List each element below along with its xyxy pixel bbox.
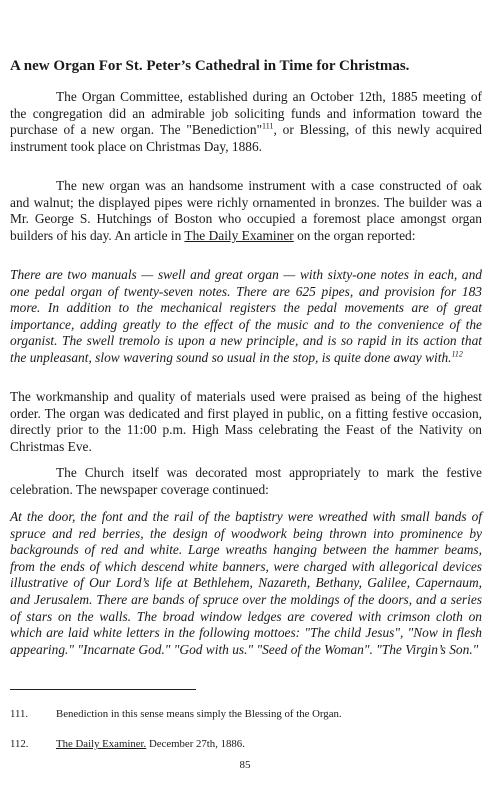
footnote-111 [10,707,480,721]
paragraph-workmanship [10,389,482,455]
block-quote-organ-description [10,267,482,367]
paragraph-text: , or Blessing, of this newly acquired instrument took place on Christmas Day, 1886. [10,122,482,154]
paragraph-church-decoration [10,465,482,498]
page-number: 85 [239,759,251,771]
paragraph-text: The Organ Committee, established during an October 12th, 1885 meeting of the congregation did an admirable job soliciting funds and information toward the purchase of a new organ. The "Benediction" [10,89,482,138]
quote-text: There are two manuals — swell and great organ — with sixty-one notes in each, and one pedal organ of twenty-seven notes. There are 625 pipes, and provision for 183 more. In addition to the mechanical registers the pedal movements are of great importance, adding greatly to the effect of the music and to the convenience of the organist. The swell tremolo is upon a new principle, and is so rapid in its action that the unpleasant, slow wavering sound so usual in the stop, is quite done away with. [10,267,482,365]
footnote-divider [10,689,196,690]
footnote-ref-111: 111 [262,121,274,131]
footnote-112 [10,737,480,751]
paragraph-text: The Church itself was decorated most appropriately to mark the festive celebration. The newspaper coverage continued: [10,465,482,497]
footnote-ref-112: 112 [451,349,463,359]
footnote-text: December 27th, 1886. [146,738,245,750]
paragraph-text: on the organ reported: [293,227,416,243]
section-heading: A new Organ For St. Peter’s Cathedral in Time for Christmas. [10,58,410,74]
paragraph-text: The new organ was an handsome instrument with a case constructed of oak and walnut; the displayed pipes were richly ornamented in bronzes. The builder was a Mr. George S. Hutchings of Boston who occupied a foremost place amongst organ builders of his day. An article in [10,178,482,243]
block-quote-decorations [10,509,482,658]
paragraph-new-organ [10,178,482,244]
paragraph-organ-committee [10,89,482,155]
footnote-source: The Daily Examiner. [56,738,147,750]
footnote-number: 111. [10,708,29,720]
footnote-text: Benediction in this sense means simply the Blessing of the Organ. [56,708,342,720]
footnote-number: 112. [10,738,29,750]
newspaper-title: The Daily Examiner [184,227,294,243]
quote-text: At the door, the font and the rail of the baptistry were wreathed with small bands of spruce and red berries, the design of woodwork being thrown into prominence by backgrounds of red and white. Large wreaths hanging between the hammer beams, from the ends of which descend white banners, were charged with allegorical devices illustrative of Our Lord’s life at Bethlehem, Nazareth, Bethany, Galilee, Capernaum, and Jerusalem. There are bands of spruce over the moldings of the doors, and a series of stars on the walls. The broad window ledges are covered with crimson cloth on which are laid white letters in the following mottoes: "The child Jesus", "Now in flesh appearing." "Incarnate God." "God with us." "Seed of the Woman". "The Virgin’s Son." [10,509,482,657]
paragraph-text: The workmanship and quality of materials used were praised as being of the highest order. The organ was dedicated and first played in public, on a fitting festive occasion, directly prior to the 11:00 p.m. High Mass celebrating the Feast of the Nativity on Christmas Eve. [10,389,482,454]
